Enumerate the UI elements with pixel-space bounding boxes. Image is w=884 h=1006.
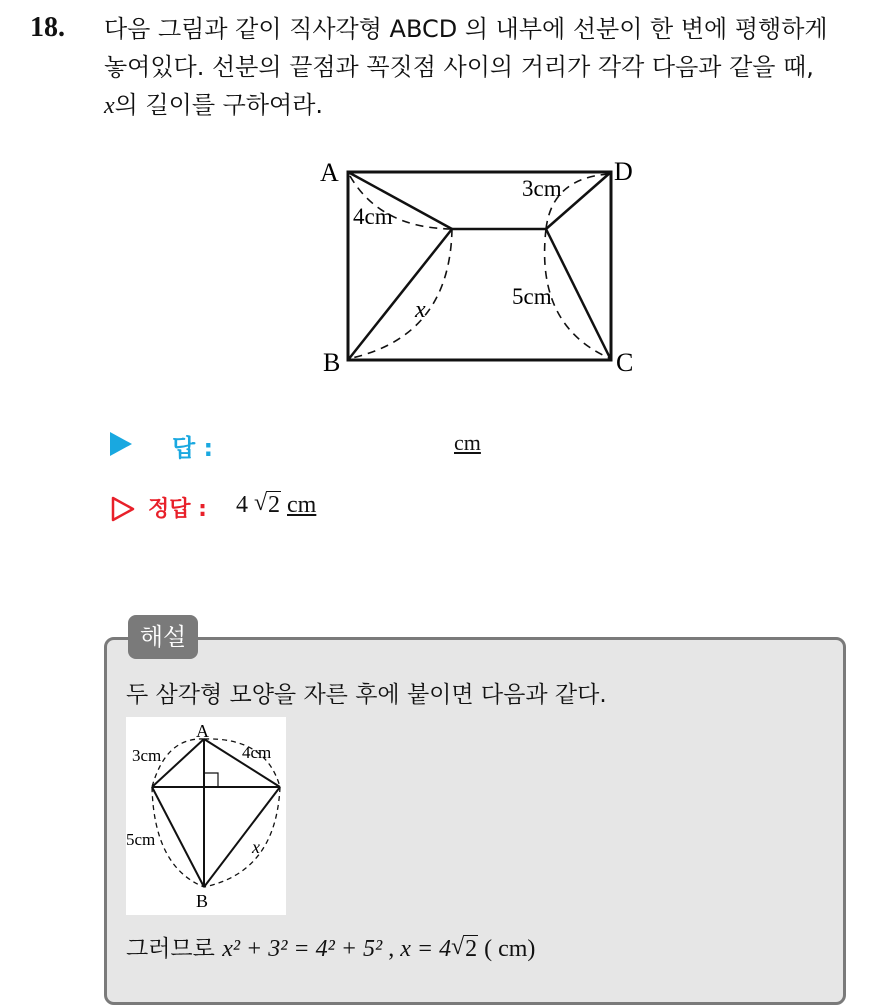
segment-b-to-left-point	[348, 229, 452, 360]
vertex-d-label: D	[614, 157, 633, 186]
length-label-x: x	[415, 297, 426, 323]
kite-label-3cm: 3cm	[132, 746, 162, 765]
solution-tab: 해설	[128, 615, 198, 659]
kite-vertex-a: A	[196, 721, 209, 741]
right-angle-mark	[204, 773, 218, 787]
kite-label-4cm: 4cm	[242, 743, 272, 762]
answer-row	[110, 426, 530, 462]
correct-value	[236, 492, 316, 519]
length-label-4cm: 4cm	[353, 204, 393, 229]
kite-label-5cm: 5cm	[126, 830, 156, 849]
vertex-c-label: C	[616, 348, 634, 377]
sqrt-symbol	[254, 492, 281, 519]
result-prefix: x = 4	[400, 936, 452, 962]
question-line-3-rest: 의 길이를 구하여라.	[114, 91, 324, 119]
kite-label-x: x	[252, 837, 260, 857]
result-unit: ( cm)	[484, 936, 536, 962]
question-line-2: 놓여있다. 선분의 끝점과 꼭짓점 사이의 거리가 각각 다음과 같을 때,	[104, 53, 814, 81]
play-icon	[110, 432, 132, 456]
length-label-3cm: 3cm	[522, 176, 562, 201]
rectangle-abcd	[348, 172, 611, 360]
correct-answer-row	[110, 490, 530, 530]
kite-diagram	[126, 717, 286, 915]
correct-radicand: 2	[268, 492, 280, 518]
question-line-1: 다음 그림과 같이 직사각형 ABCD 의 내부에 선분이 한 변에 평행하게	[104, 15, 828, 43]
solution-figure	[126, 717, 286, 915]
solution-line-2	[126, 930, 535, 963]
solution-line-1: 두 삼각형 모양을 자른 후에 붙이면 다음과 같다.	[126, 682, 607, 708]
kite-edge-5cm	[152, 787, 204, 887]
vertex-b-label: B	[323, 348, 341, 377]
solution-equation	[222, 936, 535, 962]
result-radicand: 2	[465, 936, 478, 962]
correct-label: 정답 :	[148, 497, 207, 522]
result-sqrt	[451, 936, 478, 963]
equation-lhs: x² + 3² = 4² + 5²	[222, 936, 383, 962]
segment-right-point-to-c	[546, 229, 611, 360]
correct-coefficient: 4	[236, 492, 248, 518]
kite-edge-x	[204, 787, 280, 887]
question-number: 18.	[30, 12, 65, 43]
solution-line-2-prefix: 그러므로	[126, 936, 215, 962]
kite-vertex-b: B	[196, 891, 209, 911]
length-label-5cm: 5cm	[512, 284, 552, 309]
play-outline-icon	[110, 496, 136, 522]
vertex-a-label: A	[320, 158, 339, 187]
variable-x: x	[104, 93, 115, 119]
correct-unit: cm	[287, 492, 317, 518]
rectangle-figure	[0, 0, 884, 420]
equation-separator: ,	[388, 936, 395, 962]
answer-label: 답 :	[172, 434, 214, 462]
answer-unit: cm	[454, 430, 481, 455]
